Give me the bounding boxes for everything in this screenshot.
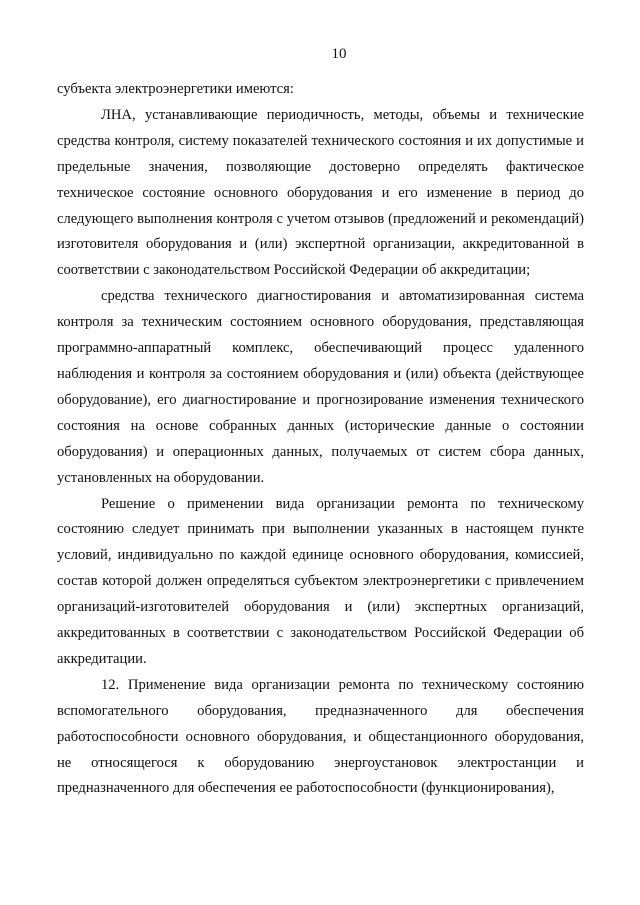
paragraph-lna: ЛНА, устанавливающие периодичность, методы, объемы и технические средства контроля, систему показателей технического состояния и их допустимые и предельные значения, позволяющие достоверно определять фактическое техническое состояние основного оборудования и его изменение в период до следующего выполнения контроля с учетом отзывов (предложений и рекомендаций) изготовителя оборудования и (или) экспертной организации, аккредитованной в соответствии с законодательством Российской Федерации об аккредитации; — [57, 106, 584, 279]
paragraph-item-12: 12. Применение вида организации ремонта по техническому состоянию вспомогательного оборудования, предназначенного для обеспечения работоспособности основного оборудования, и общестанционного оборудования, не относящегося к оборудованию энергоустановок электростанции и предназначенного для обеспечения ее работоспособности (функционирования), — [57, 676, 584, 797]
page-number: 10 — [331, 46, 347, 62]
paragraph-diagnostics: средства технического диагностирования и автоматизированная система контроля за техническим состоянием основного оборудования, представляющая программно-аппаратный комплекс, обеспечивающий процесс удаленного наблюдения и контроля за состоянием оборудования и (или) объекта (действующее оборудование), его диагностирование и прогнозирование изменения технического состояния на основе собранных данных (исторические данные о состоянии оборудования) и операционных данных, получаемых от систем сбора данных, установленных на оборудовании. — [57, 288, 584, 486]
paragraph-continuation: субъекта электроэнергетики имеются: — [57, 81, 294, 97]
paragraph-decision: Решение о применении вида организации ремонта по техническому состоянию следует принимать при выполнении указанных в настоящем пункте условий, индивидуально по каждой единице основного оборудования, комиссией, состав которой должен определяться субъектом электроэнергетики с привлечением организаций-изготовителей оборудования и (или) экспертных организаций, аккредитованных в соответствии с законодательством Российской Федерации об аккредитации. — [57, 495, 584, 667]
document-body — [57, 77, 584, 802]
